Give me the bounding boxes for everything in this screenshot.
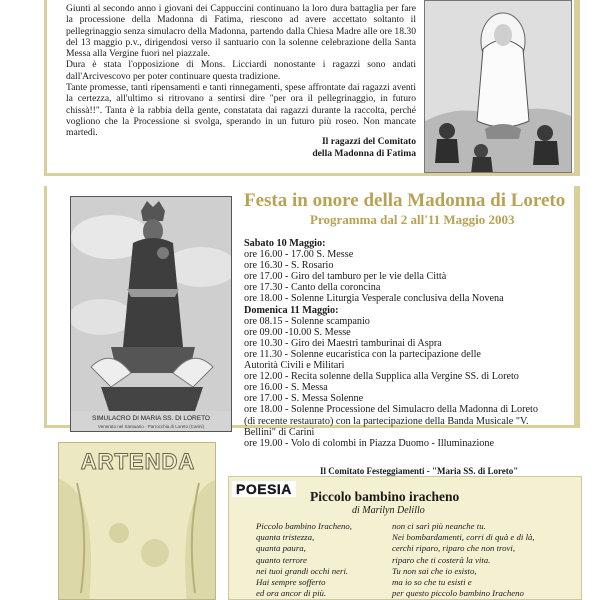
photo-caption: SIMULACRO DI MARIA SS. DI LORETO — [92, 415, 210, 422]
poem-author: di Marilyn Delillo — [352, 505, 425, 516]
poem-line: non ci sarì più neanche tu. — [392, 521, 486, 531]
poem-line: per questo piccolo bambino Iracheno — [392, 588, 524, 599]
poem-line: cerchi riparo, riparo che non trovi, — [392, 543, 516, 554]
poem-title: Piccolo bambino iracheno — [310, 489, 460, 504]
poem-column-left — [256, 521, 352, 599]
program-entry: Bellini" di Carini — [244, 426, 315, 438]
program-entry: ore 17.30 - Canto della coroncina — [244, 282, 381, 294]
fatima-article-body — [66, 3, 416, 139]
signature-line: della Madonna di Fatima — [312, 147, 416, 159]
program-entry: ore 16.00 - S. Messa — [244, 382, 328, 394]
program-entry: ore 10.30 - Giro dei Maestri tamburinai di Aspra — [244, 337, 442, 349]
artenda-advertisement — [58, 442, 216, 600]
poem-column-right — [392, 521, 535, 599]
program-entry: ore 18.00 - Solenne Processione del Simulacro della Madonna di Loreto — [244, 404, 538, 416]
poesia-label: POESIA — [232, 481, 296, 497]
poem-line: Hai sempre sofferto — [256, 577, 326, 588]
poem-line: Tu non sai che io esisto, — [392, 565, 477, 576]
madonna-di-loreto-statue-photo — [70, 196, 232, 432]
program-entry: ore 19.00 - Volo di colombi in Piazza Duomo - Illuminazione — [244, 437, 495, 449]
poem-line: Piccolo bambino Iracheno, — [256, 521, 353, 531]
program-entry: ore 11.30 - Solenne eucaristica con la partecipazione delle — [244, 348, 481, 360]
program-entry: (di recente restaurato) con la partecipazione della Banda Musicale "V. — [244, 415, 529, 427]
paragraph: Dura è stata l'opposizione di Mons. Licciardi nonostante i ragazzi sono andati dall'Arcivescovo per poter continuare questa tradizione. — [66, 59, 416, 82]
signature-line: Il ragazzi del Comitato — [321, 136, 416, 147]
poem-line: quanto terrore — [256, 554, 307, 565]
program-entry: ore 16.30 - S. Rosario — [244, 260, 334, 272]
festival-program-list — [244, 238, 574, 449]
poem-line: Nei bombardamenti, corri di quà e di là, — [392, 532, 535, 543]
program-entry: ore 17.00 - Giro del tamburo per le vie della Città — [244, 271, 447, 283]
poem-line: riparo che ti costerà la vita. — [392, 554, 491, 565]
madonna-di-fatima-photo — [424, 0, 572, 173]
poem-line: quanta tristezza, — [256, 532, 315, 543]
poem-line: ed ora ancor di più. — [256, 588, 327, 599]
poem-line: quanta paura, — [256, 543, 306, 554]
program-entry: ore 16.00 - 17.00 S. Messe — [244, 249, 354, 261]
poem-line: ma io so che tu esisti e — [392, 577, 472, 588]
program-day-heading: Sabato 10 Maggio: — [244, 238, 326, 249]
program-entry: ore 09.00 -10.00 S. Messe — [244, 326, 351, 338]
program-entry: ore 18.00 - Solenne Liturgia Vesperale conclusiva della Novena — [244, 293, 504, 305]
photo-subcaption: Venerato nel Santuario - Parrocchia di Loreto (Carini) — [97, 424, 205, 429]
program-entry: ore 08.15 - Solenne scampanio — [244, 315, 370, 327]
program-entry: ore 17.00 - S. Messa Solenne — [244, 393, 364, 405]
program-day-heading: Domenica 11 Maggio: — [244, 304, 339, 316]
artenda-logo-text: ARTENDA — [80, 449, 196, 474]
poem-line: nei tuoi grandi occhi neri. — [256, 565, 349, 576]
paragraph: Tante promesse, tanti ripensamenti e tanti rinnegamenti, spese affrontate dai ragazzi aventi la certezza, all'ultimo si ritrovano a sentirsi dire "per ora il pellegrinaggio, in futuro chissà!!". Tanta è la rabbia della gente, constatata dai ragazzi durante la raccolta, perché vogliono che la Processione si svolga, sperando in un futuro più roseo. Non mancate martedì. — [66, 82, 416, 139]
loreto-article-title: Festa in onore della Madonna di Loreto — [244, 190, 566, 211]
paragraph: Giunti al secondo anno i giovani dei Cappuccini continuano la loro dura battaglia per fare la processione della Madonna di Fatima, riescono ad avere accettato soltanto il pellegrinaggio senza simulacro della Madonna, partendo dalla Chiesa Madre alle ore 18.30 del 13 maggio p.v., dirigendosi verso il santuario con la solenne celebrazione della Santa Messa alla Vergine fuori nel piazzale. — [66, 3, 416, 60]
fatima-article-signature — [260, 136, 416, 159]
program-entry: Autorità Civili e Militari — [244, 360, 345, 372]
program-entry: ore 12.00 - Recita solenne della Supplica alla Vergine SS. di Loreto — [244, 371, 519, 383]
loreto-article-signature: Il Comitato Festeggiamenti - "Maria SS. di Loreto" — [320, 466, 519, 476]
loreto-article-subtitle: Programma dal 2 all'11 Maggio 2003 — [310, 212, 515, 227]
